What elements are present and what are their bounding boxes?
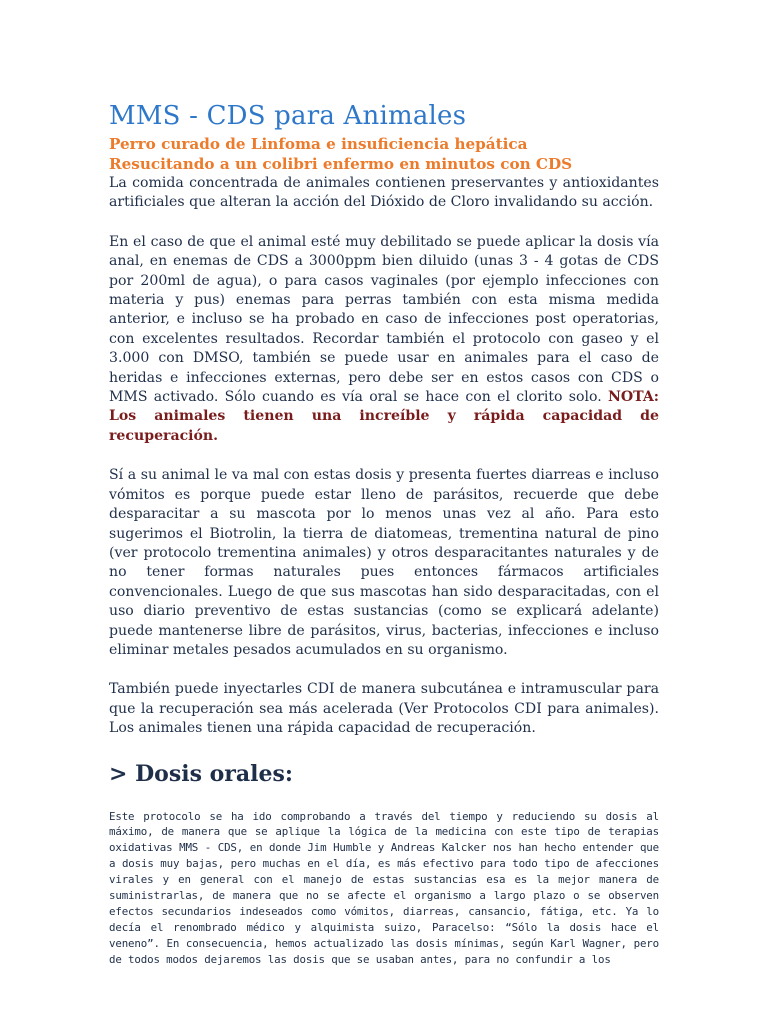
body-paragraph: La comida concentrada de animales contienen preservantes y antioxidantes artificiales que alteran la acción del Dióxido de Cloro invalidando su acción. — [109, 175, 659, 211]
body-paragraph — [109, 233, 659, 446]
subtitle-link[interactable]: Resucitando a un colibri enfermo en minutos con CDS — [109, 155, 573, 173]
nota-highlight: NOTA: Los animales tienen una increíble y rápida capacidad de recuperación. — [109, 389, 659, 444]
subtitle-link[interactable]: Perro curado de Linfoma e insuficiencia hepática — [109, 135, 528, 153]
body-paragraph-text: En el caso de que el animal esté muy debilitado se puede aplicar la dosis vía anal, en enemas de CDS a 3000ppm bien diluido (unas 3 - 4 gotas de CDS por 200ml de agua), o para casos vaginales (por ejemplo infecciones con materia y pus) enemas para perras también con esta misma medida anterior, e incluso se ha probado en caso de infecciones post operatorias, con excelentes resultados. Recordar también el protocolo con gaseo y el 3.000 con DMSO, también se puede usar en animales para el caso de heridas e infecciones externas, pero debe ser en estos casos con CDS o MMS activado. Sólo cuando es vía oral se hace con el clorito solo. — [109, 233, 659, 406]
page-title: MMS - CDS para Animales — [109, 101, 467, 131]
section-paragraph: Este protocolo se ha ido comprobando a través del tiempo y reduciendo su dosis al máximo, de manera que se aplique la lógica de la medicina con este tipo de terapias oxidativas MMS - CDS, en donde Jim Humble y Andreas Kalcker nos han hecho entender que a dosis muy bajas, pero muchas en el día, es más efectivo para todo tipo de afecciones virales y en general con el manejo de estas sustancias esa es la mejor manera de suministrarlas, de manera que no se afecte el organismo a largo plazo o se observen efectos secundarios indeseados como vómitos, diarreas, cansancio, fátiga, etc. Ya lo decía el renombrado médico y alquimista suizo, Paracelso: “Sólo la dosis hace el veneno”. En consecuencia, hemos actualizado las dosis mínimas, según Karl Wagner, pero de todos modos dejaremos las dosis que se usaban antes, para no confundir a los — [109, 809, 659, 966]
body-paragraph: Sí a su animal le va mal con estas dosis y presenta fuertes diarreas e incluso vómitos es porque puede estar lleno de parásitos, recuerde que debe desparacitar a su mascota por lo menos unas vez al año. Para esto sugerimos el Biotrolin, la tierra de diatomeas, trementina natural de pino (ver protocolo trementina animales) y otros desparacitantes naturales y de no tener formas naturales pues entonces fármacos artificiales convencionales. Luego de que sus mascotas han sido desparacitadas, con el uso diario preventivo de estas sustancias (como se explicará adelante) puede mantenerse libre de parásitos, virus, bacterias, infecciones e incluso eliminar metales pesados acumulados en su organismo. — [109, 467, 659, 658]
body-paragraph: También puede inyectarles CDI de manera subcutánea e intramuscular para que la recuperación sea más acelerada (Ver Protocolos CDI para animales). Los animales tienen una rápida capacidad de recuperación. — [109, 681, 659, 737]
document-content — [109, 98, 659, 968]
section-heading: > Dosis orales: — [109, 760, 294, 787]
